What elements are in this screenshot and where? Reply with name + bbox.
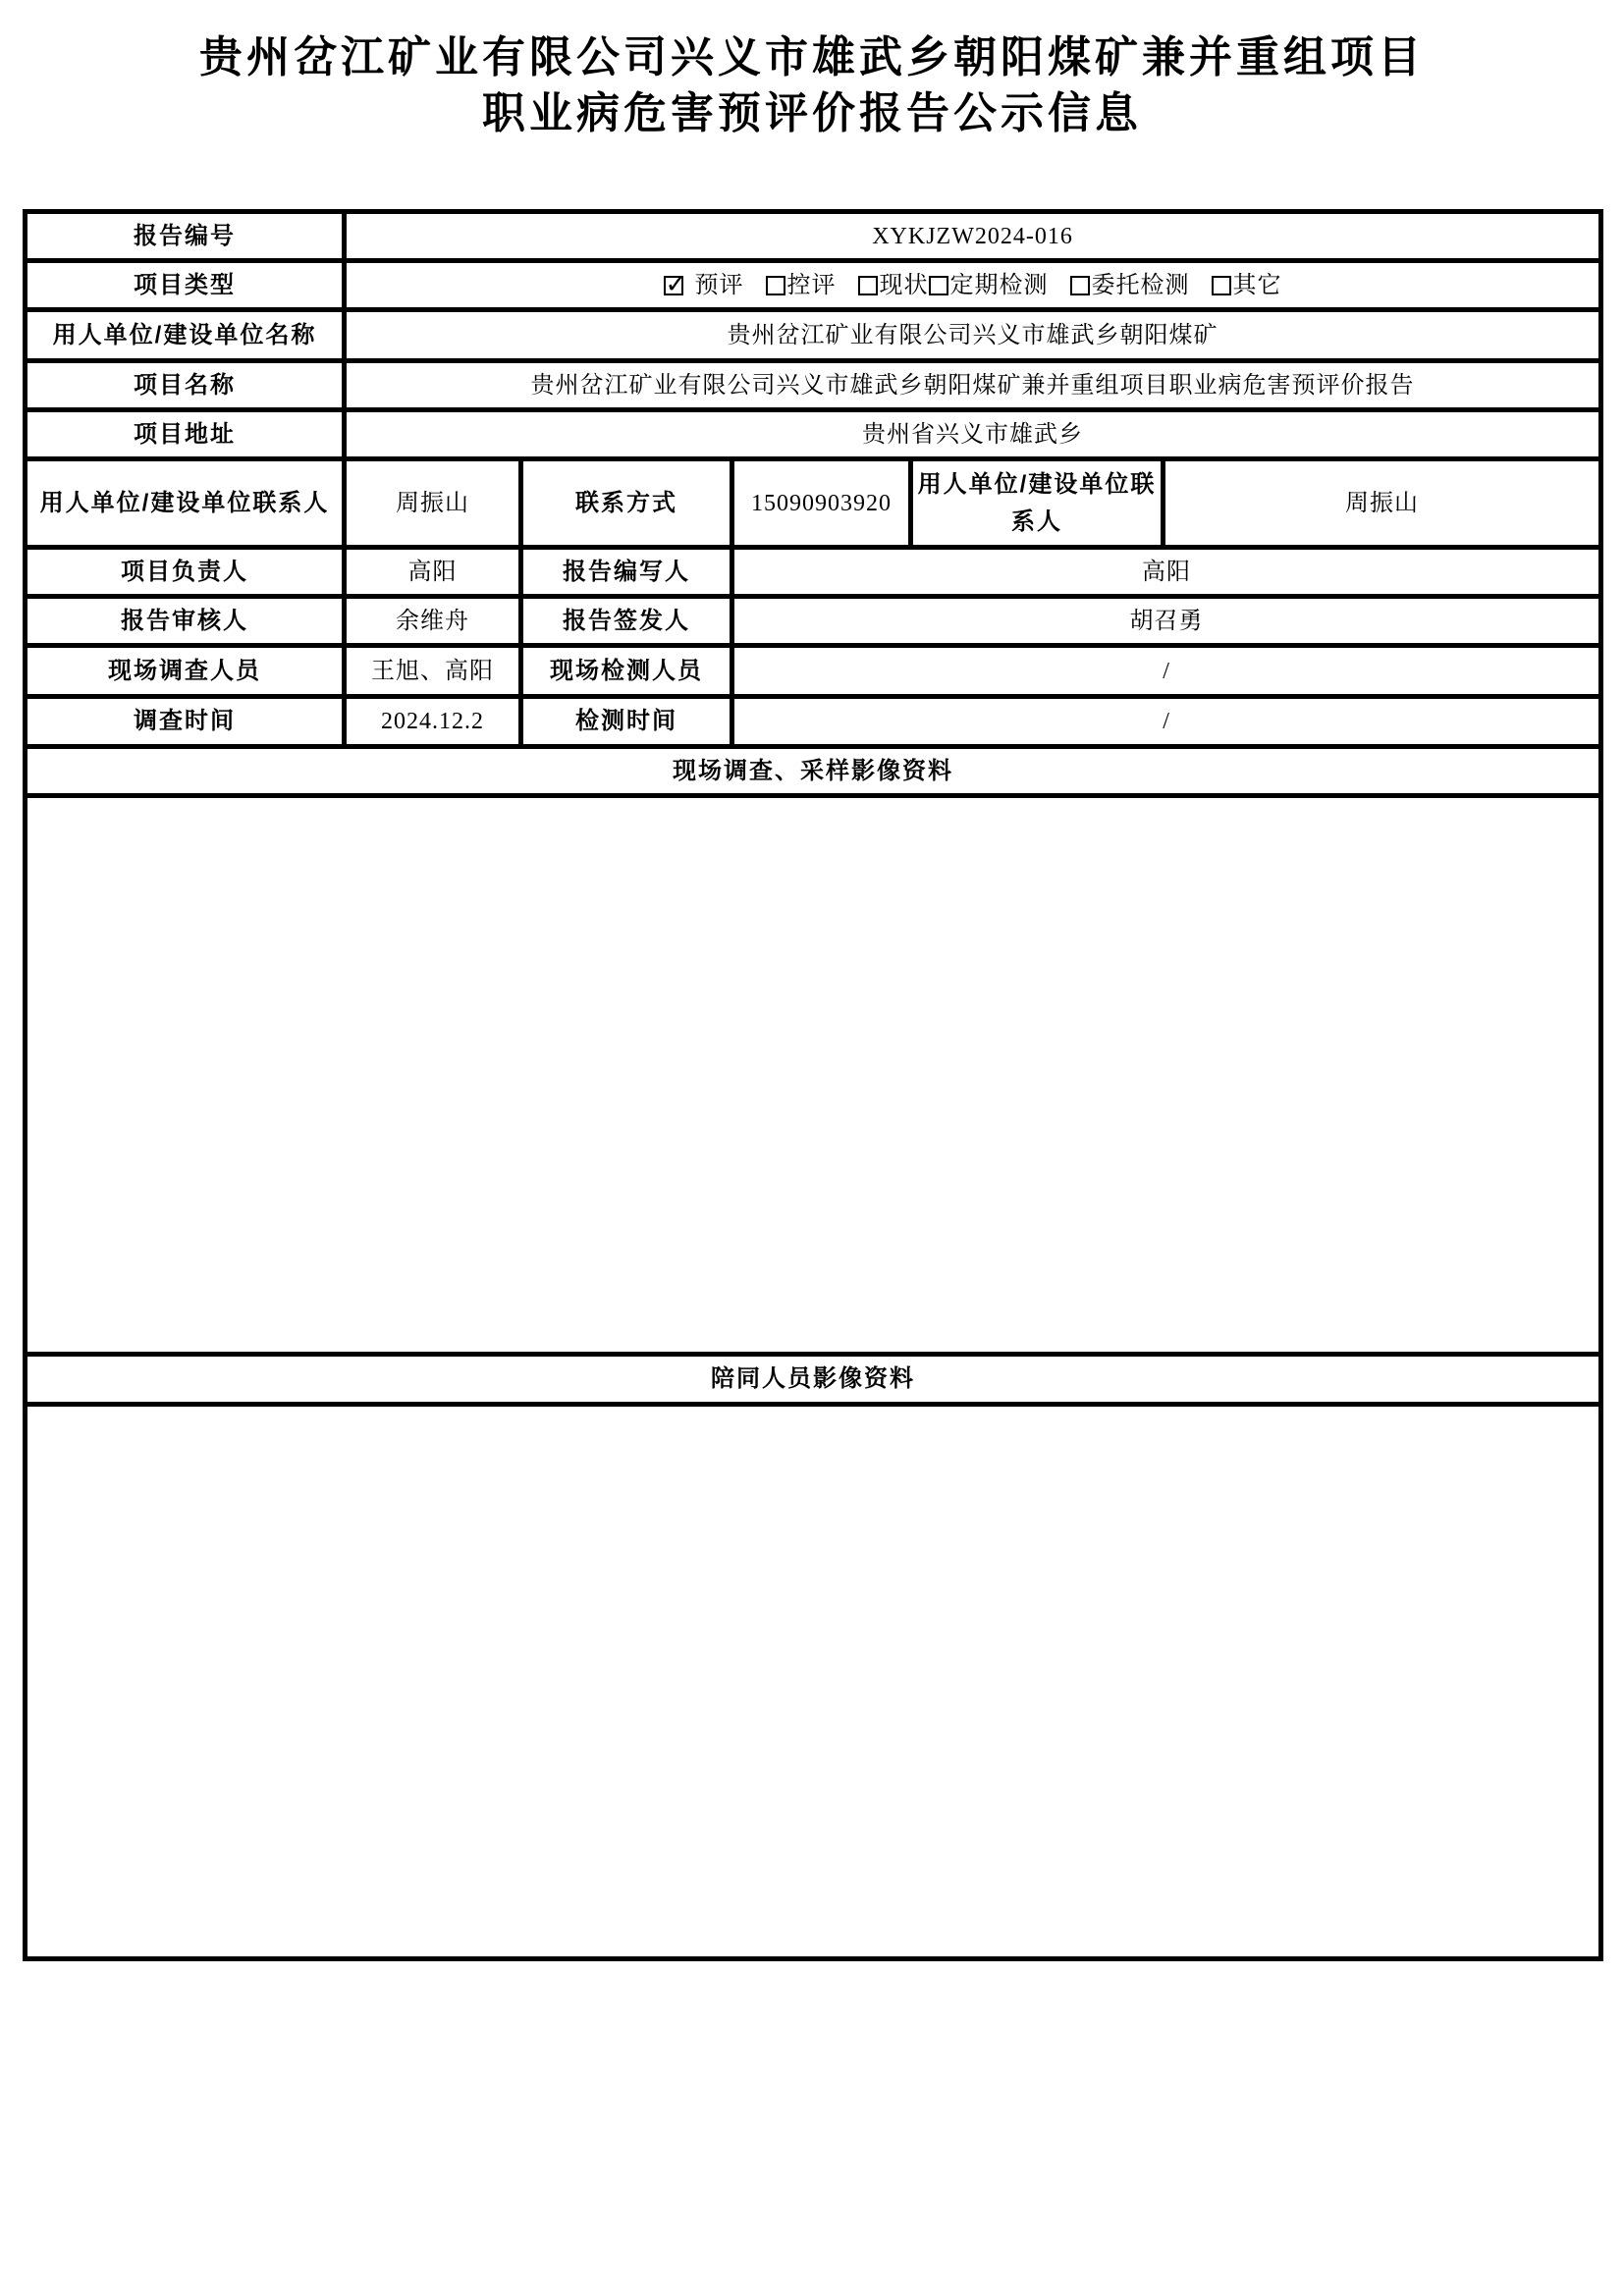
checkbox-icon: [929, 276, 948, 295]
row-site-survey-staff: [26, 646, 1601, 697]
report-reviewer-label: 报告审核人: [26, 597, 345, 646]
contact-method-value: 15090903920: [732, 459, 911, 548]
project-type-option-periodic: [929, 267, 1049, 304]
project-type-label: 项目类型: [26, 261, 345, 310]
checkbox-icon: [766, 276, 785, 295]
project-address-label: 项目地址: [26, 410, 345, 459]
site-survey-staff-value: 王旭、高阳: [345, 646, 521, 697]
test-date-value: /: [732, 697, 1601, 747]
survey-media-header: 现场调查、采样影像资料: [26, 747, 1601, 796]
site-survey-staff-label: 现场调查人员: [26, 646, 345, 697]
report-no-value: XYKJZW2024-016: [345, 212, 1601, 261]
project-type-option-control: [766, 267, 837, 304]
row-accompany-media-area: [26, 1405, 1601, 1959]
checkbox-icon: [1212, 276, 1231, 295]
report-issuer-label: 报告签发人: [521, 597, 732, 646]
contact-method-label: 联系方式: [521, 459, 732, 548]
employer-contact-label: 用人单位/建设单位联系人: [26, 459, 345, 548]
row-project-address: [26, 410, 1601, 459]
test-date-label: 检测时间: [521, 697, 732, 747]
project-leader-value: 高阳: [345, 548, 521, 597]
employer-name-label: 用人单位/建设单位名称: [26, 310, 345, 361]
document-title: [0, 29, 1624, 141]
row-survey-media-area: [26, 796, 1601, 1355]
site-test-staff-label: 现场检测人员: [521, 646, 732, 697]
row-employer-contact: [26, 459, 1601, 548]
checkbox-label: 定期检测: [949, 272, 1049, 298]
report-writer-value: 高阳: [732, 548, 1601, 597]
row-accompany-media-header: [26, 1355, 1601, 1405]
row-survey-media-header: [26, 747, 1601, 796]
report-writer-label: 报告编写人: [521, 548, 732, 597]
document-title-line1: 贵州岔江矿业有限公司兴义市雄武乡朝阳煤矿兼并重组项目: [199, 33, 1425, 81]
checkbox-label: 其它: [1232, 272, 1282, 298]
survey-media-area: [26, 796, 1601, 1355]
row-report-no: [26, 212, 1601, 261]
checkbox-label: 控评: [786, 272, 837, 298]
report-no-label: 报告编号: [26, 212, 345, 261]
project-leader-label: 项目负责人: [26, 548, 345, 597]
project-type-option-preeval: [664, 267, 744, 304]
checkbox-label: 预评: [694, 272, 744, 298]
row-project-name: [26, 361, 1601, 410]
employer-contact-value: 周振山: [345, 459, 521, 548]
row-survey-date: [26, 697, 1601, 747]
row-report-reviewer: [26, 597, 1601, 646]
report-reviewer-value: 余维舟: [345, 597, 521, 646]
survey-date-label: 调查时间: [26, 697, 345, 747]
project-type-option-other: [1212, 267, 1282, 304]
project-type-option-status: [858, 267, 929, 304]
project-type-option-entrusted: [1070, 267, 1190, 304]
row-employer-name: [26, 310, 1601, 361]
project-address-value: 贵州省兴义市雄武乡: [345, 410, 1601, 459]
employer-name-value: 贵州岔江矿业有限公司兴义市雄武乡朝阳煤矿: [345, 310, 1601, 361]
accompany-media-header: 陪同人员影像资料: [26, 1355, 1601, 1405]
checked-checkbox-icon: [664, 276, 683, 295]
row-project-type: [26, 261, 1601, 310]
checkbox-label: 委托检测: [1091, 272, 1190, 298]
report-info-table: [23, 209, 1603, 1961]
report-issuer-value: 胡召勇: [732, 597, 1601, 646]
project-type-options: [345, 261, 1601, 310]
employer-contact2-value: 周振山: [1164, 459, 1601, 548]
project-name-label: 项目名称: [26, 361, 345, 410]
document-title-line2: 职业病危害预评价报告公示信息: [482, 89, 1142, 137]
project-name-value: 贵州岔江矿业有限公司兴义市雄武乡朝阳煤矿兼并重组项目职业病危害预评价报告: [345, 361, 1601, 410]
survey-date-value: 2024.12.2: [345, 697, 521, 747]
row-project-leader: [26, 548, 1601, 597]
checkbox-icon: [858, 276, 878, 295]
employer-contact2-label: 用人单位/建设单位联系人: [911, 459, 1164, 548]
checkbox-label: 现状: [879, 272, 929, 298]
checkbox-icon: [1070, 276, 1090, 295]
accompany-media-area: [26, 1405, 1601, 1959]
site-test-staff-value: /: [732, 646, 1601, 697]
